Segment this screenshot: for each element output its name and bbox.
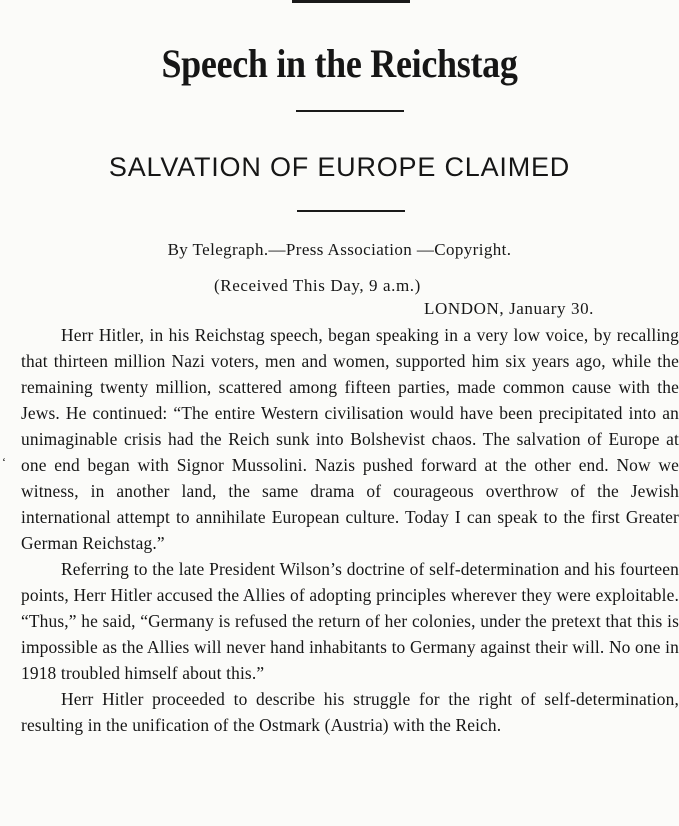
article-paragraph-2: Referring to the late President Wilson’s doctrine of self-determination and his fourteen points, Herr Hitler accused the Allies of adopting principles wherever they were exploitable. “Thus,” he said, “Germany is refused the return of her colonies, under the pretext that this is impossible as the Allies will never hand inhabitants to Germany against their will. No one in 1918 troubled himself about this.” xyxy=(21,559,679,683)
byline: By Telegraph.—Press Association —Copyright. xyxy=(167,240,512,259)
margin-mark: ‘ xyxy=(2,455,6,469)
article-body xyxy=(21,322,679,738)
headline-divider xyxy=(296,110,404,112)
received-note: (Received This Day, 9 a.m.) xyxy=(214,276,421,295)
top-rule xyxy=(292,0,410,3)
dateline: LONDON, January 30. xyxy=(424,299,595,318)
headline: Speech in the Reichstag xyxy=(161,41,518,86)
subheadline: SALVATION OF EUROPE CLAIMED xyxy=(108,152,571,182)
article-paragraph-3: Herr Hitler proceeded to describe his struggle for the right of self-determination, resulting in the unification of the Ostmark (Austria) with the Reich. xyxy=(21,689,679,735)
subheadline-divider xyxy=(297,210,405,212)
article-paragraph-1: Herr Hitler, in his Reichstag speech, began speaking in a very low voice, by recalling that thirteen million Nazi voters, men and women, supported him six years ago, while the remaining twenty million, scattered among fifteen parties, made common cause with the Jews. He continued: “The entire Western civilisation would have been precipitated into an unimaginable crisis had the Reich sunk into Bolshevist chaos. The salvation of Europe at one end began with Signor Mussolini. Nazis pushed forward at the other end. Now we witness, in another land, the same drama of courageous overthrow of the Jewish international attempt to annihilate European culture. Today I can speak to the first Greater German Reichstag.” xyxy=(21,325,679,553)
